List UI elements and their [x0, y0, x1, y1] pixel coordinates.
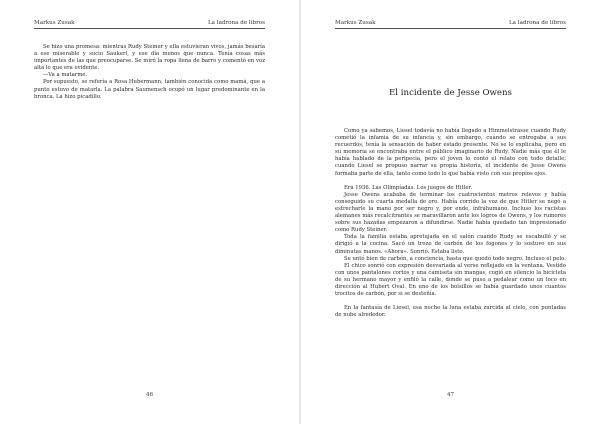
- left-header-book-title: La ladrona de libros: [207, 20, 265, 26]
- right-paragraph-7: En la fantasía de Liesel, esa noche la luna estaba zurcida al cielo, con puntadas de nube alrededor.: [335, 305, 566, 319]
- left-page-body: [34, 44, 265, 101]
- chapter-title: El incidente de Jesse Owens: [389, 88, 512, 98]
- right-paragraph-2: Era 1936. Las Olimpíadas. Los juegos de Hitler.: [344, 184, 473, 191]
- left-page: [0, 0, 299, 424]
- right-paragraph-1: Como ya sabemos, Liesel todavía no había llegado a Himmelstrasse cuando Rudy cometió la infamia de su infancia y, sin embargo, cuando se entregaba a sus recuerdos, tenía la sensación de haber estado presente. No se lo explicaba, pero en su memoria se encontraba entre el público imaginario de Rudy. Nadie más que él le había hablado de la peripecia, pero el joven lo contó el relato con todo detalle; cuando Liesel se propuso narrar su propia historia, el incidente de Jesse Owens formaba parte de ella, tanto como todo lo que había visto con sus propios ojos.: [335, 128, 566, 177]
- right-header-book-title: La ladrona de libros: [508, 20, 566, 26]
- right-page-body: [335, 128, 566, 319]
- left-paragraph-3: Por supuesto, se refería a Rosa Hubermann, también conocida como mamá, que a punto estuvo de matarla. La palabra Saumensch ocupó un lugar predominante en la bronca. La hizo picadillo.: [34, 79, 265, 100]
- left-header-author: Markus Zusak: [34, 20, 75, 26]
- right-running-header: [335, 20, 566, 29]
- right-paragraph-6: El chico sonrió con expresión desvariada al verse reflejado en la ventana. Vestido con unos pantalones cortos y una camiseta sin mangas, cogió en silencio la bicicleta de su hermano mayor y enfiló la calle, donde se puso a pedalear como un loco en dirección al Hubert Oval. En uno de los bolsillos se había guardado unos cuantos trocitos de carbón, por si se desteñía.: [335, 262, 566, 298]
- right-paragraph-5: Se untó bien de carbón, a conciencia, hasta que quedó todo negro. Incluso el pelo.: [344, 255, 566, 262]
- left-running-header: [34, 20, 265, 29]
- right-paragraph-3: Jesse Owens acababa de terminar los cuatrocientos metros relevos y había conseguido su cuarta medalla de oro. Había corrido la voz de que Hitler se negó a estrecharle la mano por ser negro y, por ende, infrahumano. Incluso los racistas alemanes más recalcitrantes se maravillaron ante los logros de Owens, y los rumores sobre sus hazañas empezaron a difundirse. Nadie había quedado tan impresionado como Rudy Steiner.: [335, 191, 566, 234]
- right-page: [301, 0, 600, 424]
- right-page-number: 47: [446, 392, 455, 398]
- left-page-number: 46: [145, 392, 154, 398]
- right-header-author: Markus Zusak: [335, 20, 376, 26]
- left-paragraph-2: —Va a matarme.: [43, 72, 88, 79]
- right-paragraph-4: Toda la familia estaba apretujada en el salón cuando Rudy se escabulló y se dirigió a la cocina. Sacó un trozo de carbón de los fogones y lo sostuvo en sus diminutas manos. «Ahora». Sonrió. Estaba listo.: [335, 234, 566, 255]
- left-paragraph-1: Se hizo una promesa: mientras Rudy Steiner y ella estuvieran vivos, jamás besaría a ese miserable y sucio Saukerl, y ese día menos que nunca. Tenía cosas más importantes de las que preocuparse. Se miró la ropa llena de barro y comentó en voz alta lo que era evidente.: [34, 44, 265, 72]
